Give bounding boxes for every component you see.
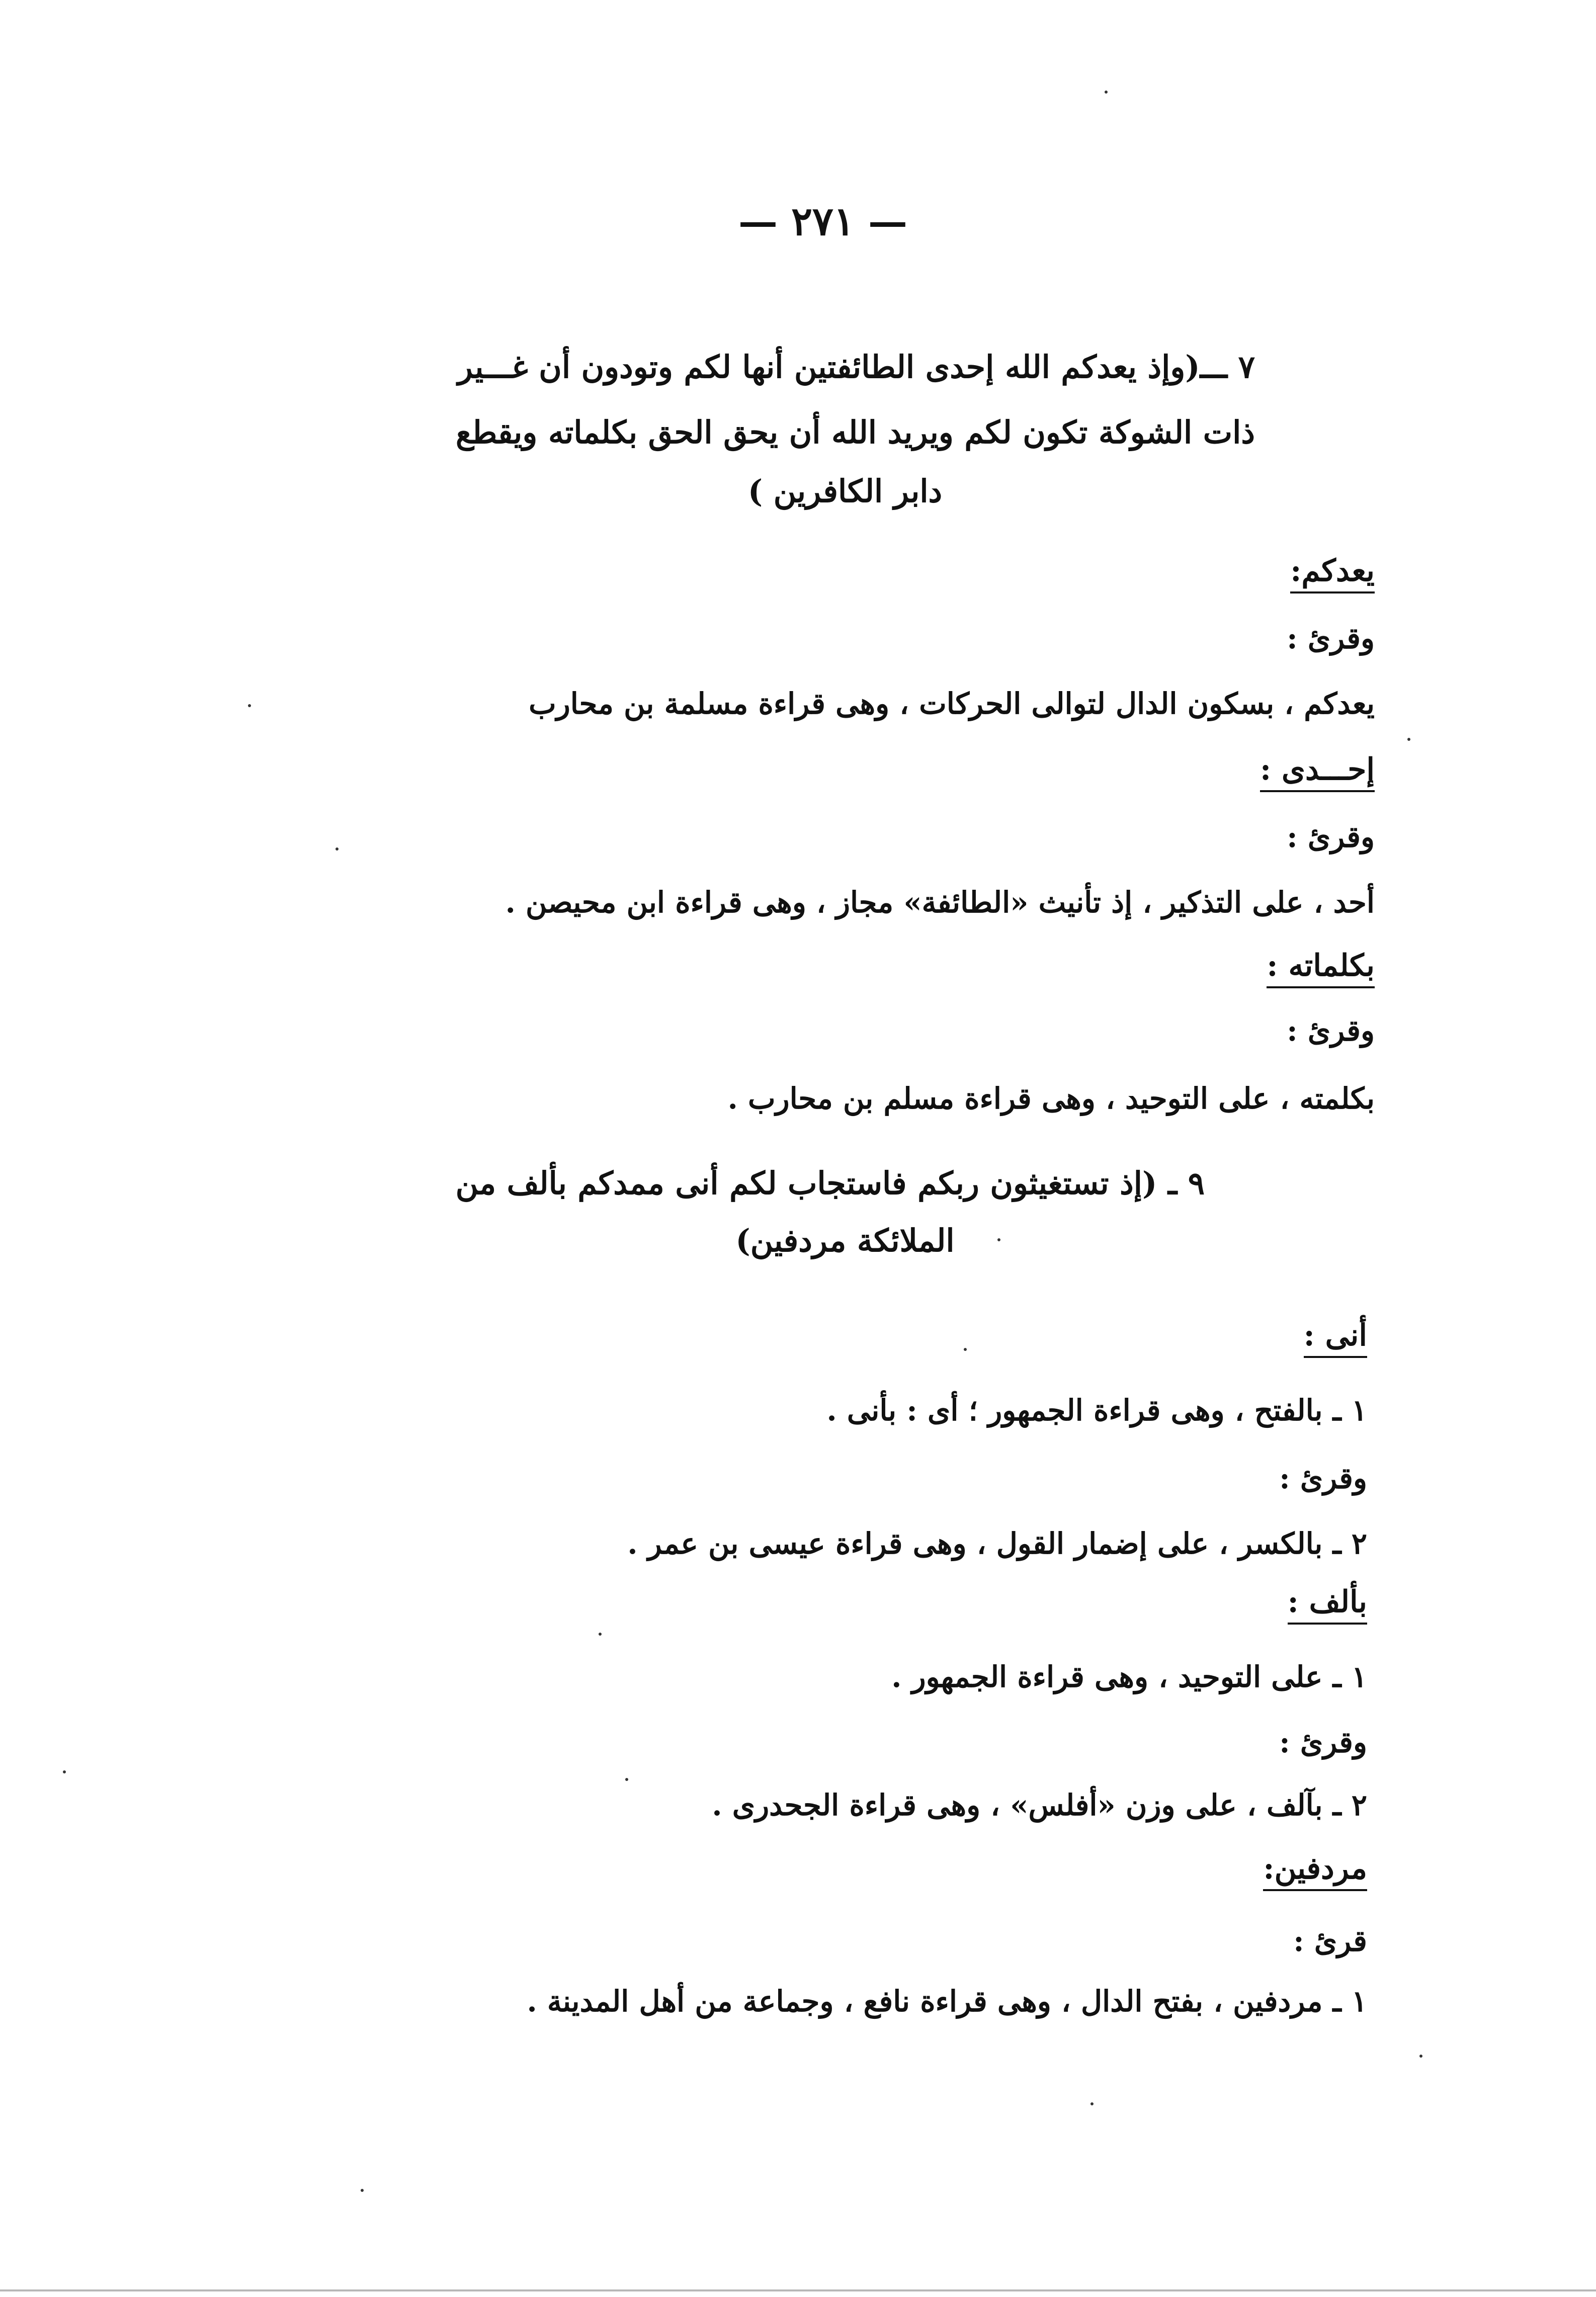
scan-speck xyxy=(1419,2055,1422,2058)
variant-label: وقرئ : xyxy=(1287,621,1375,655)
variant-label: قرئ : xyxy=(1293,1924,1367,1958)
scan-speck xyxy=(1407,738,1410,741)
reading-line: أحد ، على التذكير ، إذ تأنيث «الطائفة» مجاز ، وهى قراءة ابن محيصن . xyxy=(505,885,1375,919)
page-number: — ٢٧١ — xyxy=(738,199,907,244)
verse-7-line-3: دابر الكافرين ) xyxy=(747,473,943,509)
entry-heading: أنى : xyxy=(1304,1318,1367,1358)
verse-7-line-1: ٧ ـــ(وإذ يعدكم الله إحدى الطائفتين أنها لكم وتودون أن غـــير xyxy=(457,349,1255,385)
entry-heading: يعدكم: xyxy=(1290,553,1375,593)
variant-label: وقرئ : xyxy=(1287,1013,1375,1048)
scan-speck xyxy=(63,1770,66,1773)
reading-line: ١ ـ مردفين ، بفتح الدال ، وهى قراءة نافع ، وجماعة من أهل المدينة . xyxy=(527,1984,1367,2018)
scan-speck xyxy=(1090,2102,1094,2105)
scan-speck xyxy=(964,1348,967,1351)
reading-line: بكلمته ، على التوحيد ، وهى قراءة مسلم بن محارب . xyxy=(727,1081,1375,1116)
scan-speck xyxy=(997,1238,1000,1241)
scan-speck xyxy=(599,1633,602,1636)
reading-line: ١ ـ بالفتح ، وهى قراءة الجمهور ؛ أى : بأنى . xyxy=(826,1393,1367,1427)
variant-label: وقرئ : xyxy=(1279,1725,1367,1759)
variant-label: وقرئ : xyxy=(1279,1461,1367,1495)
entry-heading: بألف : xyxy=(1288,1584,1367,1625)
verse-7-line-2: ذات الشوكة تكون لكم ويريد الله أن يحق الحق بكلماته ويقطع xyxy=(455,414,1255,451)
verse-9-line-2: الملائكة مردفين) xyxy=(735,1222,955,1259)
page-bottom-border xyxy=(0,2289,1596,2291)
scan-speck xyxy=(361,2189,364,2192)
scan-speck xyxy=(248,704,251,707)
scan-speck xyxy=(625,1778,628,1781)
scan-speck xyxy=(335,847,339,850)
reading-line: يعدكم ، بسكون الدال لتوالى الحركات ، وهى قراءة مسلمة بن محارب xyxy=(529,687,1375,721)
scan-speck xyxy=(1105,91,1108,94)
verse-9-line-1: ٩ ـ (إذ تستغيثون ربكم فاستجاب لكم أنى ممدكم بألف من xyxy=(455,1165,1205,1202)
variant-label: وقرئ : xyxy=(1287,820,1375,854)
reading-line: ٢ ـ بالكسر ، على إضمار القول ، وهى قراءة عيسى بن عمر . xyxy=(627,1526,1367,1561)
entry-heading: مردفين: xyxy=(1263,1851,1367,1891)
reading-line: ٢ ـ بآلف ، على وزن «أفلس» ، وهى قراءة الجحدرى . xyxy=(712,1788,1367,1822)
entry-heading: إحـــدى : xyxy=(1260,752,1375,792)
reading-line: ١ ـ على التوحيد ، وهى قراءة الجمهور . xyxy=(891,1660,1367,1694)
entry-heading: بكلماته : xyxy=(1267,948,1375,988)
